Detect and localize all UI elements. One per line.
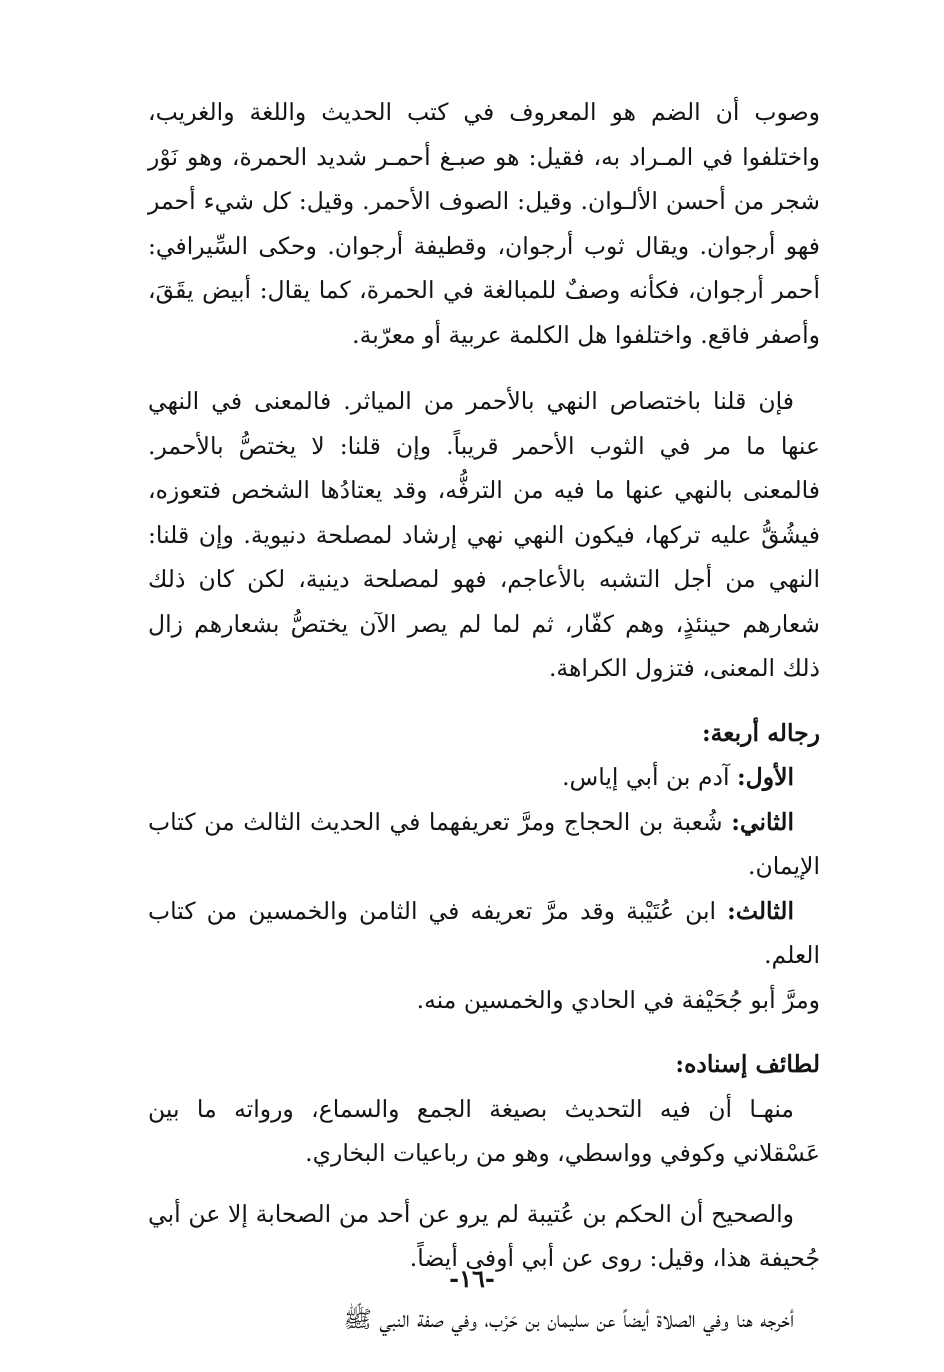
page-body: [148, 90, 820, 1333]
narrator-third: [148, 889, 820, 978]
narrator-first-text: آدم بن أبي إياس.: [562, 763, 737, 791]
narrator-third-continuation: ومرَّ أبو جُحَيْفة في الحادي والخمسين منه.: [416, 985, 820, 1014]
narrator-second: [148, 800, 820, 889]
page-number: -١٦-: [449, 1264, 495, 1293]
paragraph-1: وصوب أن الضم هو المعروف في كتب الحديث واللغة والغريب، واختلفوا في المـراد به، فقيل: هو صبـغ أحمـر شديد الحمرة، وهو نَوْر شجر من أحسن الألـوان. وقيل: الصوف الأحمر. وقيل: كل شيء أحمر فهو أرجوان. ويقال ثوب أرجوان، وقطيفة أرجوان. وحكى السِّيرافي: أحمر أرجوان، فكأنه وصفٌ للمبالغة في الحمرة، كما يقال: أبيض يقَقَ، وأصفر فاقع. واختلفوا هل الكلمة عربية أو معرّبة.: [148, 98, 820, 349]
isnad-paragraph-1: منهـا أن فيه التحديث بصيغة الجمع والسماع، ورواته ما بين عَسْقلاني وكوفي وواسطي، وهو من رباعيات البخاري.: [148, 1094, 820, 1167]
isnad-paragraph-2: والصحيح أن الحكم بن عُتيبة لم يرو عن أحد من الصحابة إلا عن أبي جُحيفة هذا، وقيل: روى عن أبي أوفى أيضاً.: [148, 1199, 820, 1272]
isnad-heading: لطائف إسناده:: [675, 1050, 820, 1078]
paragraph-2: فإن قلنا باختصاص النهي بالأحمر من المياثر. فالمعنى في النهي عنها ما مر في الثوب الأحمر قريباً. وإن قلنا: لا يختصُّ بالأحمر. فالمعنى بالنهي عنها ما فيه من الترفُّه، وقد يعتادُها الشخص فتعوزه، فيشُقُّ عليه تركها، فيكون النهي نهي إرشاد لمصلحة دنيوية. وإن قلنا: النهي من أجل التشبه بالأعاجم، فهو لمصلحة دينية، لكن كان ذلك شعارهم حينئذٍ، وهم كفّار، ثم لما لم يصر الآن يختصُّ بشعارهم زال ذلك المعنى، فتزول الكراهة.: [148, 387, 820, 682]
narrators-heading: رجاله أربعة:: [701, 718, 820, 747]
isnad-paragraph-3: أخرجه هنا وفي الصلاة أيضاً عن سليمان بن حَرْب، وفي صفة النبي ﷺ: [343, 1304, 794, 1333]
narrator-first: [148, 755, 820, 800]
narrator-third-text: ابن عُتَيْبة وقد مرَّ تعريفه في الثامن والخمسين من كتاب العلم.: [148, 896, 820, 969]
narrator-second-label: الثاني:: [731, 807, 794, 836]
narrator-first-label: الأول:: [736, 763, 794, 791]
narrator-third-label: الثالث:: [727, 896, 794, 925]
narrator-second-text: شُعبة بن الحجاج ومرَّ تعريفهما في الحديث الثالث من كتاب الإيمان.: [148, 807, 820, 880]
